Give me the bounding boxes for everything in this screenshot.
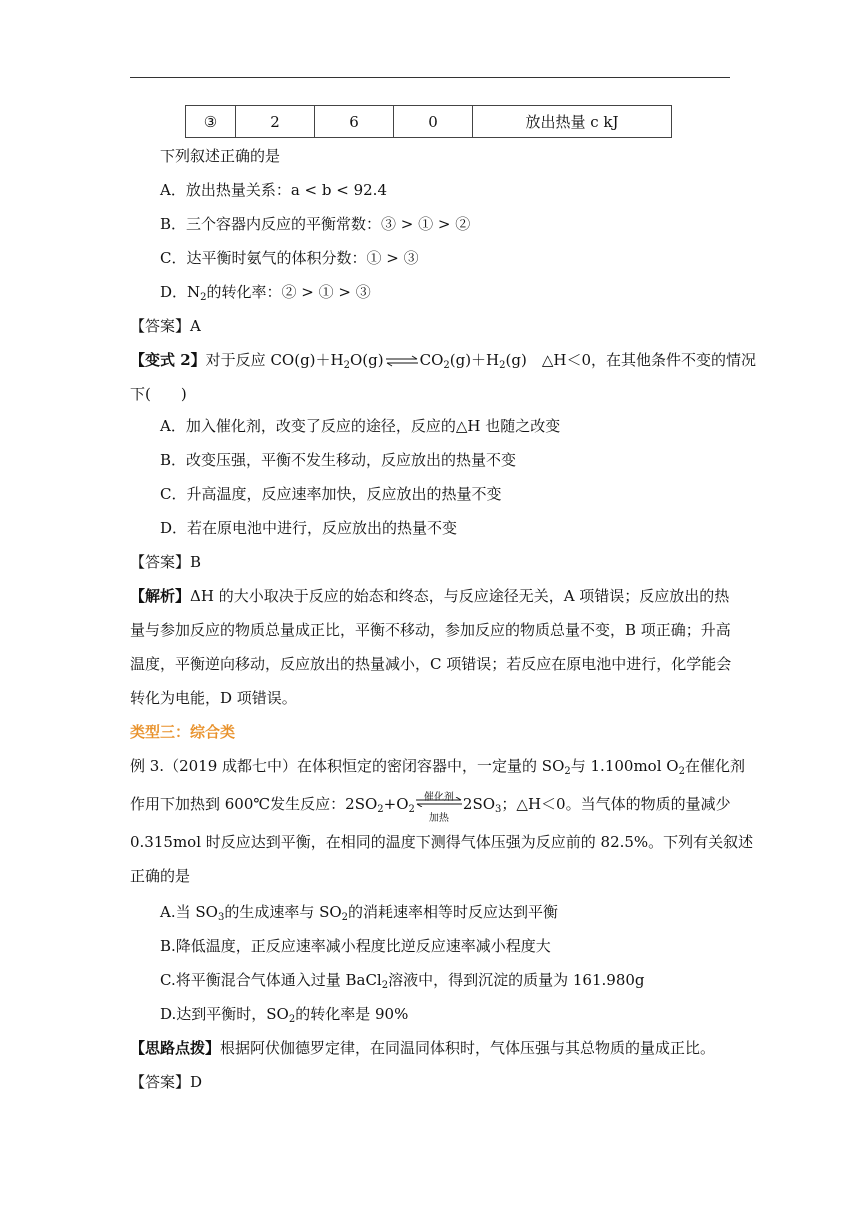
example-3-line2: 作用下加热到 600℃发生反应：$2SO_2+O_2$ 催化剂 加热 $2SO_3$；△H＜0。当气体的物质的量减少	[130, 792, 731, 824]
option-d: D.达到平衡时，$SO_2$的转化率是 90%	[160, 1005, 409, 1025]
answer: 【答案】B	[130, 553, 202, 571]
analysis-line: 量与参加反应的物质总量成正比，平衡不移动，参加反应的物质总量不变，B 项正确；升高	[130, 621, 731, 639]
table-cell: ③	[186, 106, 236, 138]
header-rule	[130, 77, 730, 78]
answer: 【答案】D	[130, 1073, 203, 1091]
option-d: D．$N_2$的转化率：② > ① > ③	[160, 283, 371, 303]
variant-2-stem-cont: 下( )	[130, 385, 187, 403]
table-cell: 放出热量 c kJ	[473, 106, 672, 138]
example-3-line4: 正确的是	[130, 867, 191, 885]
table-cell: 2	[236, 106, 315, 138]
equilibrium-arrow-icon	[415, 797, 463, 807]
analysis: 【解析】ΔH 的大小取决于反应的始态和终态，与反应途径无关，A 项错误；反应放出的热	[130, 587, 730, 605]
question-stem: 下列叙述正确的是	[160, 147, 281, 165]
option-a: A.当 $SO_3$的生成速率与 $SO_2$的消耗速率相等时反应达到平衡	[160, 903, 559, 923]
catalyst-arrow: 催化剂 加热	[415, 793, 463, 817]
option-b: B．改变压强，平衡不发生移动，反应放出的热量不变	[160, 451, 517, 469]
option-b: B．三个容器内反应的平衡常数：③ > ① > ②	[160, 215, 471, 233]
section-heading: 类型三：综合类	[130, 723, 236, 741]
option-d: D．若在原电池中进行，反应放出的热量不变	[160, 519, 458, 537]
option-c: C.将平衡混合气体通入过量 BaCl$_2$溶液中，得到沉淀的质量为 161.980g	[160, 971, 645, 991]
analysis-line: 温度，平衡逆向移动，反应放出的热量减小，C 项错误；若反应在原电池中进行，化学能会	[130, 655, 732, 673]
option-c: C．达平衡时氨气的体积分数：① > ③	[160, 249, 419, 267]
option-c: C．升高温度，反应速率加快，反应放出的热量不变	[160, 485, 502, 503]
analysis-line: 转化为电能，D 项错误。	[130, 689, 297, 707]
table-row	[186, 106, 672, 138]
data-table	[185, 105, 672, 138]
table-cell: 0	[394, 106, 473, 138]
example-3-line3: 0.315mol 时反应达到平衡，在相同的温度下测得气体压强为反应前的 82.5%。下列有关叙述	[130, 833, 754, 851]
equilibrium-arrow-icon	[385, 355, 419, 367]
table-cell: 6	[315, 106, 394, 138]
option-a: A．放出热量关系：a < b < 92.4	[160, 181, 387, 199]
answer: 【答案】A	[130, 317, 201, 335]
option-b: B.降低温度，正反应速率减小程度比逆反应速率减小程度大	[160, 937, 551, 955]
variant-2-stem: 【变式 2】对于反应 $CO(g)+H_2O(g)$ $CO_2(g)+H_2(g)$ △H＜0，在其他条件不变的情况	[130, 351, 756, 371]
option-a: A．加入催化剂，改变了反应的途径，反应的△H 也随之改变	[160, 417, 561, 435]
hint: 【思路点拨】根据阿伏伽德罗定律，在同温同体积时，气体压强与其总物质的量成正比。	[130, 1039, 716, 1057]
example-3-line1: 例 3.（2019 成都七中）在体积恒定的密闭容器中，一定量的 $SO_2$与 1.100mol $O_2$在催化剂	[130, 757, 745, 777]
